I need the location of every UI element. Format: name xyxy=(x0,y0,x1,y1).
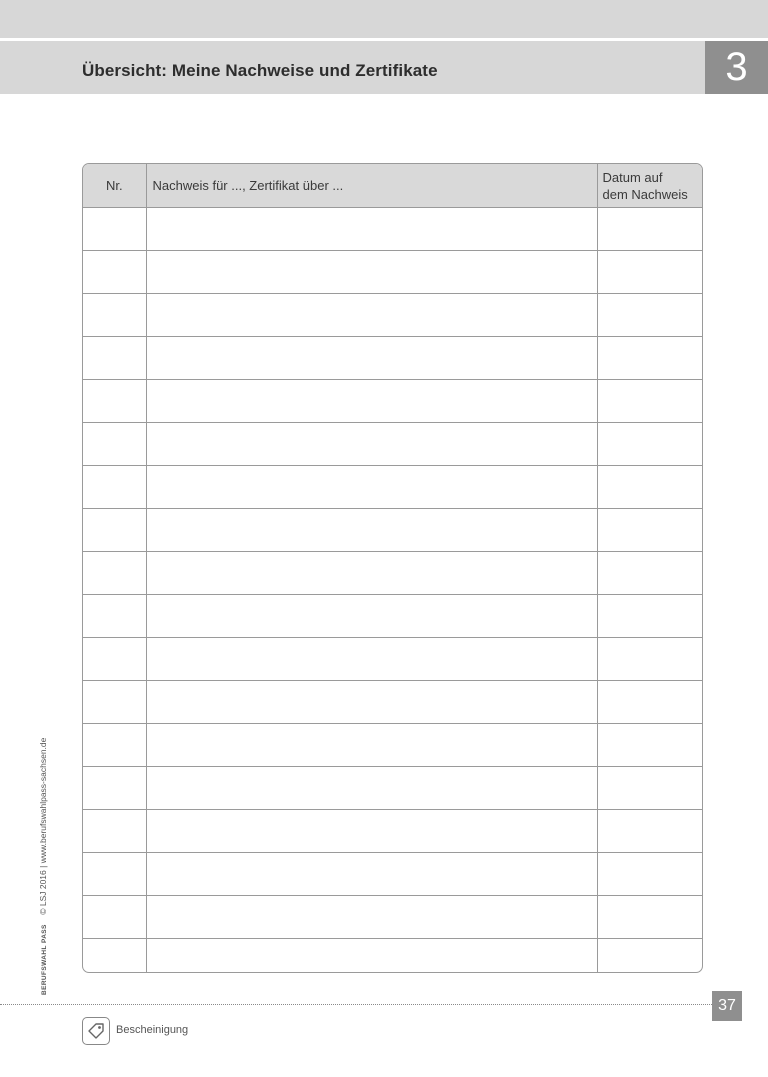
cell-nr[interactable] xyxy=(83,724,146,767)
cell-date[interactable] xyxy=(597,767,702,810)
cell-nr[interactable] xyxy=(83,767,146,810)
cell-nr[interactable] xyxy=(83,939,146,974)
cell-description[interactable] xyxy=(146,509,597,552)
table-row xyxy=(83,681,702,724)
cell-date[interactable] xyxy=(597,896,702,939)
column-header-description: Nachweis für ..., Zertifikat über ... xyxy=(146,164,597,208)
cell-nr[interactable] xyxy=(83,681,146,724)
column-header-date-line2: dem Nachweis xyxy=(602,186,688,202)
cell-nr[interactable] xyxy=(83,896,146,939)
tag-icon xyxy=(82,1017,110,1045)
table-row xyxy=(83,509,702,552)
cell-description[interactable] xyxy=(146,466,597,509)
page-title: Übersicht: Meine Nachweise und Zertifikate xyxy=(82,61,438,80)
table-header-row xyxy=(83,164,702,208)
cell-description[interactable] xyxy=(146,552,597,595)
table-row xyxy=(83,595,702,638)
copyright-text: © LSJ 2016 | www.berufswahlpass-sachsen.de xyxy=(38,737,48,915)
table-row xyxy=(83,552,702,595)
cell-nr[interactable] xyxy=(83,294,146,337)
cell-description[interactable] xyxy=(146,896,597,939)
column-header-date-line1: Datum auf xyxy=(602,169,663,185)
cell-date[interactable] xyxy=(597,380,702,423)
table-row xyxy=(83,294,702,337)
cell-date[interactable] xyxy=(597,509,702,552)
column-header-date xyxy=(597,164,702,208)
cell-nr[interactable] xyxy=(83,251,146,294)
cell-nr[interactable] xyxy=(83,853,146,896)
table-row xyxy=(83,251,702,294)
berufswahlpass-logo: BERUFSWAHL PASS xyxy=(41,924,48,995)
cell-description[interactable] xyxy=(146,380,597,423)
cell-date[interactable] xyxy=(597,724,702,767)
cell-description[interactable] xyxy=(146,337,597,380)
cell-date[interactable] xyxy=(597,251,702,294)
cell-nr[interactable] xyxy=(83,810,146,853)
cell-nr[interactable] xyxy=(83,208,146,251)
cell-description[interactable] xyxy=(146,810,597,853)
cell-date[interactable] xyxy=(597,939,702,974)
cell-description[interactable] xyxy=(146,853,597,896)
table-row xyxy=(83,208,702,251)
table-row xyxy=(83,767,702,810)
table-row xyxy=(83,337,702,380)
cell-description[interactable] xyxy=(146,595,597,638)
cell-nr[interactable] xyxy=(83,595,146,638)
cell-description[interactable] xyxy=(146,423,597,466)
top-band xyxy=(0,0,768,38)
table-row xyxy=(83,939,702,974)
cell-date[interactable] xyxy=(597,595,702,638)
table-row xyxy=(83,810,702,853)
cell-description[interactable] xyxy=(146,251,597,294)
table-row xyxy=(83,853,702,896)
cell-date[interactable] xyxy=(597,423,702,466)
cell-description[interactable] xyxy=(146,939,597,974)
cell-description[interactable] xyxy=(146,724,597,767)
cell-date[interactable] xyxy=(597,810,702,853)
table-row xyxy=(83,724,702,767)
cell-date[interactable] xyxy=(597,294,702,337)
cell-description[interactable] xyxy=(146,294,597,337)
cell-nr[interactable] xyxy=(83,337,146,380)
cell-nr[interactable] xyxy=(83,466,146,509)
chapter-number: 3 xyxy=(705,41,768,94)
cell-date[interactable] xyxy=(597,552,702,595)
cell-date[interactable] xyxy=(597,466,702,509)
footer-label: Bescheinigung xyxy=(116,1024,189,1036)
sidebar-credits xyxy=(38,738,48,995)
table-row xyxy=(83,380,702,423)
cell-date[interactable] xyxy=(597,638,702,681)
cell-description[interactable] xyxy=(146,767,597,810)
column-header-nr: Nr. xyxy=(83,164,146,208)
cell-nr[interactable] xyxy=(83,423,146,466)
table-row xyxy=(83,638,702,681)
cell-description[interactable] xyxy=(146,681,597,724)
cell-nr[interactable] xyxy=(83,552,146,595)
cell-date[interactable] xyxy=(597,208,702,251)
cell-nr[interactable] xyxy=(83,509,146,552)
table-row xyxy=(83,466,702,509)
cell-description[interactable] xyxy=(146,638,597,681)
page-number: 37 xyxy=(712,991,742,1021)
cell-nr[interactable] xyxy=(83,380,146,423)
cell-date[interactable] xyxy=(597,681,702,724)
certificates-table xyxy=(82,163,703,973)
cell-description[interactable] xyxy=(146,208,597,251)
cell-date[interactable] xyxy=(597,337,702,380)
table-row xyxy=(83,423,702,466)
footer-divider xyxy=(0,1004,712,1005)
table-row xyxy=(83,896,702,939)
cell-date[interactable] xyxy=(597,853,702,896)
cell-nr[interactable] xyxy=(83,638,146,681)
